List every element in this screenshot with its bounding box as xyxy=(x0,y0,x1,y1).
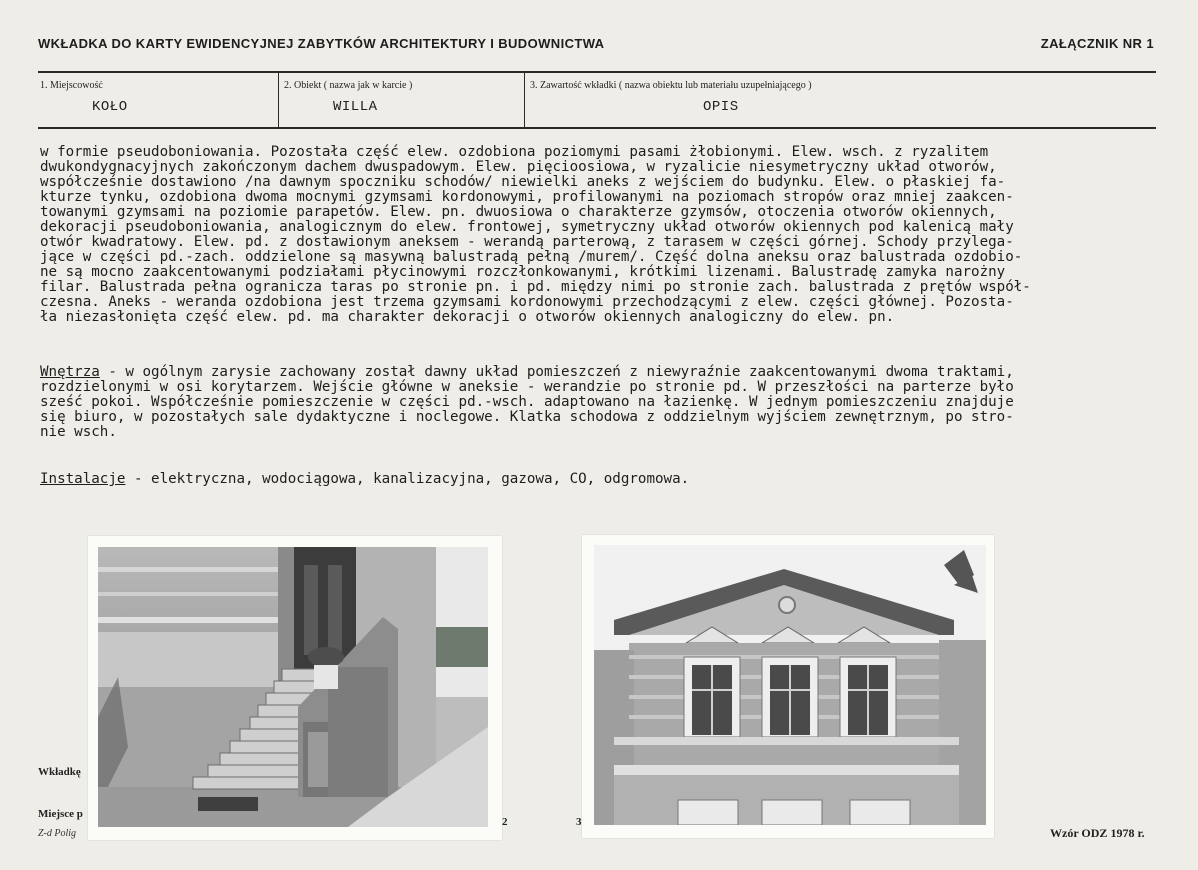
field-divider-1 xyxy=(278,72,279,128)
interior-section xyxy=(40,365,1185,440)
text-line: dekoracji pseudoboniowania, analogicznym do elew. frontowej, symetryczny układ otworów okiennych pod kalenicą mały xyxy=(40,219,1014,235)
text-line: się biuro, w pozostałych sale dydaktyczne i noclegowe. Klatka schodowa z oddzielnym wyjściem zewnętrznym, po stro- xyxy=(40,409,1014,425)
text-line: kturze tynku, ozdobiona dwoma mocnymi gzymsami kordonowymi, profilowanymi na poziomach stropów oraz mniej zaakcen- xyxy=(40,189,1014,205)
photo-number-3: 3 xyxy=(576,816,582,828)
text-line: filar. Balustrada pełna ogranicza taras po stronie pn. i pd. między nimi po stronie zach. balustrada z prętów współ- xyxy=(40,279,1031,295)
text-line: dwukondygnacyjnych zakończonym dachem dwuspadowym. Elew. pięcioosiowa, w ryzalicie niesymetryczny układ otworów, xyxy=(40,159,997,175)
installations-section xyxy=(40,472,1185,487)
installations-list: - elektryczna, wodociągowa, kanalizacyjna, gazowa, CO, odgromowa. xyxy=(125,471,690,487)
gable-facade-photo xyxy=(594,545,986,825)
header-bottom-rule xyxy=(38,127,1156,129)
text-line: otwór kwadratowy. Elew. pd. z dostawionym aneksem - werandą parterową, z tarasem w części górnej. Schody przylega- xyxy=(40,234,1014,250)
field-locality-label: 1. Miejscowość xyxy=(40,80,103,91)
field-object-label: 2. Obiekt ( nazwa jak w karcie ) xyxy=(284,80,413,91)
installations-heading: Instalacje xyxy=(40,471,126,487)
text-line: rozdzielonymi w osi korytarzem. Wejście główne w aneksie - werandzie po stronie pd. W przeszłości na parterze było xyxy=(40,379,1014,395)
field-content-label: 3. Zawartość wkładki ( nazwa obiektu lub materiału uzupełniającego ) xyxy=(530,80,812,91)
attachment-number: ZAŁĄCZNIK NR 1 xyxy=(1040,36,1154,51)
text-line: współcześnie dostawiono /na dawnym spoczniku schodów/ niewielki aneks z wejściem do budynku. Elew. o płaskiej fa- xyxy=(40,174,1006,190)
header-top-rule xyxy=(38,71,1156,73)
field-divider-2 xyxy=(524,72,525,128)
text-line: nie wsch. xyxy=(40,424,117,440)
text-line: czesna. Aneks - weranda ozdobiona jest trzema gzymsami kordonowymi przechodzącymi z elew. części głównej. Pozosta- xyxy=(40,294,1014,310)
footer-fragment-zd: Z-d Polig xyxy=(38,828,77,839)
interior-heading: Wnętrza xyxy=(40,364,100,380)
text-line: w formie pseudoboniowania. Pozostała część elew. ozdobiona poziomymi pasami żłobionymi. Elew. wsch. z ryzalitem xyxy=(40,144,989,160)
field-content-value: OPIS xyxy=(703,99,739,115)
footer-fragment-wkladke: Wkładkę xyxy=(38,766,81,778)
footer-fragment-miejsce: Miejsce p xyxy=(38,808,83,820)
field-object-value: WILLA xyxy=(333,99,378,115)
interior-first-line: - w ogólnym zarysie zachowany został dawny układ pomieszczeń z niewyraźnie zaakcentowanymi dwoma traktami, xyxy=(99,364,1014,380)
text-line: ła niezasłonięta część elew. pd. ma charakter dekoracji o otworów okiennych analogiczny do elew. pn. xyxy=(40,309,895,325)
description-text xyxy=(40,145,1185,325)
form-pattern-label: Wzór ODZ 1978 r. xyxy=(1050,826,1145,840)
stairs-annex-photo xyxy=(98,547,488,827)
field-locality-value: KOŁO xyxy=(92,99,128,115)
text-line: ne są mocno zaakcentowanymi podziałami płycinowymi rozczłonkowanymi, krótkimi lizenami. Balustradę zamyka narożny xyxy=(40,264,1006,280)
form-title: WKŁADKA DO KARTY EWIDENCYJNEJ ZABYTKÓW ARCHITEKTURY I BUDOWNICTWA xyxy=(38,36,605,51)
text-line: jące w części pd.-zach. oddzielone są masywną balustradą pełną /murem/. Część dolna aneksu oraz balustrada ozdobio- xyxy=(40,249,1023,265)
photo-number-2: 2 xyxy=(502,816,508,828)
text-line: towanymi gzymsami na poziomie parapetów. Elew. pn. dwuosiowa o charakterze gzymsów, otoczenia otworów okiennych, xyxy=(40,204,997,220)
text-line: sześć pokoi. Współcześnie pomieszczenie w części pd.-wsch. adaptowano na łazienkę. W jednym pomieszczeniu znajduje xyxy=(40,394,1014,410)
